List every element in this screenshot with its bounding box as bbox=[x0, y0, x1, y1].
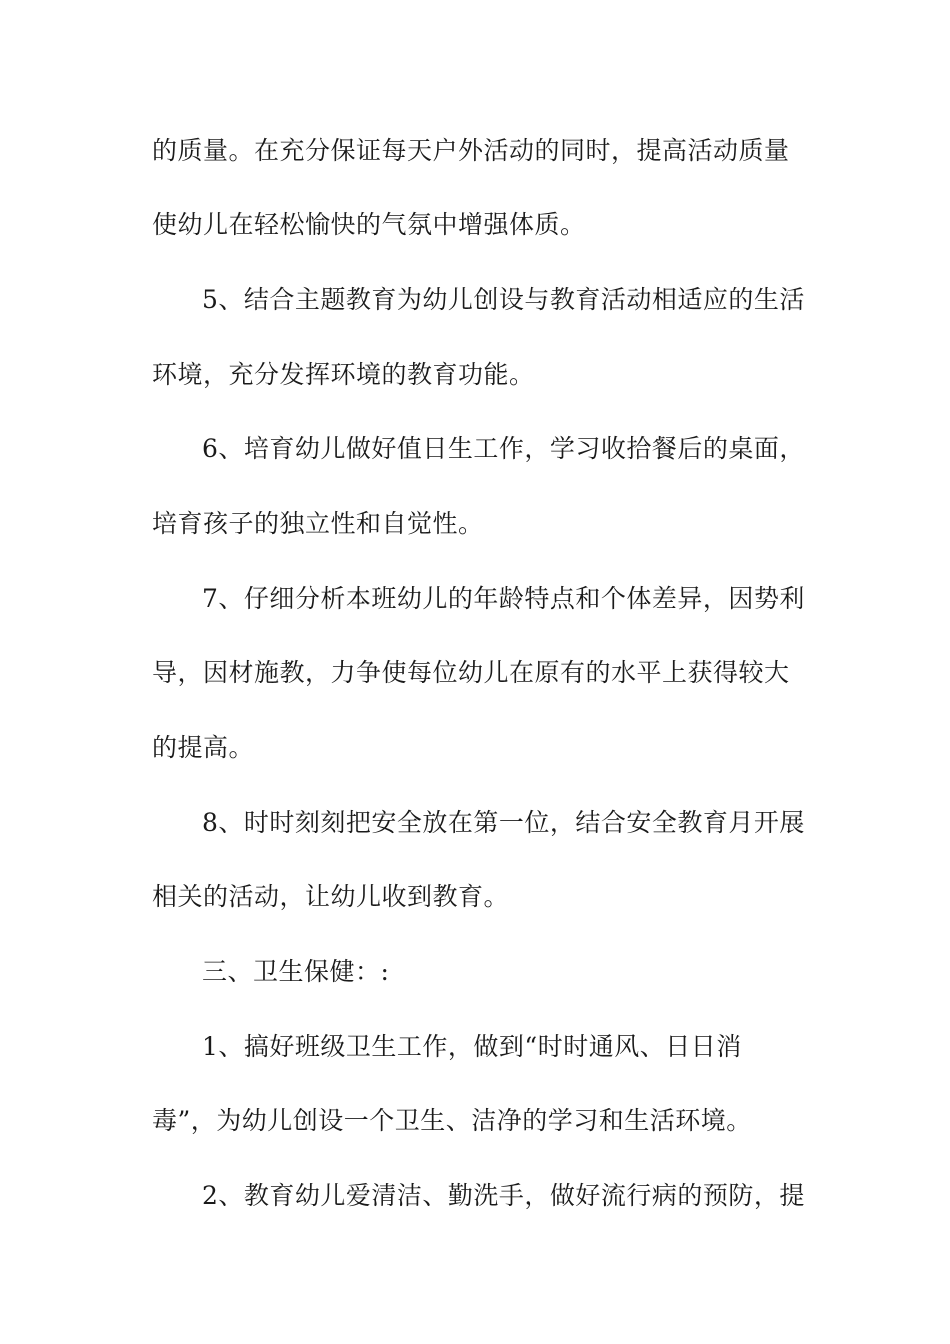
text-line: 相关的活动，让幼儿收到教育。 bbox=[152, 882, 510, 911]
text-line: 环境，充分发挥环境的教育功能。 bbox=[152, 360, 535, 389]
text-line: 的提高。 bbox=[152, 733, 255, 762]
text-line: 培育孩子的独立性和自觉性。 bbox=[152, 509, 484, 538]
text-line: 毒”，为幼儿创设一个卫生、洁净的学习和生活环境。 bbox=[152, 1106, 752, 1135]
text-line: 使幼儿在轻松愉快的气氛中增强体质。 bbox=[152, 210, 586, 239]
paragraph-item-6: 6、培育幼儿做好值日生工作，学习收拾餐后的桌面， bbox=[202, 434, 805, 463]
text-line: 导，因材施教，力争使每位幼儿在原有的水平上获得较大 bbox=[152, 658, 790, 687]
paragraph-item-5: 5、结合主题教育为幼儿创设与教育活动相适应的生活 bbox=[202, 285, 805, 314]
paragraph-item-8: 8、时时刻刻把安全放在第一位，结合安全教育月开展 bbox=[202, 808, 805, 837]
paragraph-item-2: 2、教育幼儿爱清洁、勤洗手，做好流行病的预防，提 bbox=[202, 1181, 805, 1210]
paragraph-item-1: 1、搞好班级卫生工作，做到“时时通风、日日消 bbox=[202, 1032, 742, 1061]
text-line: 的质量。在充分保证每天户外活动的同时，提高活动质量 bbox=[152, 136, 790, 165]
paragraph-item-7: 7、仔细分析本班幼儿的年龄特点和个体差异，因势利 bbox=[202, 584, 805, 613]
section-heading: 三、卫生保健：: bbox=[202, 957, 390, 986]
